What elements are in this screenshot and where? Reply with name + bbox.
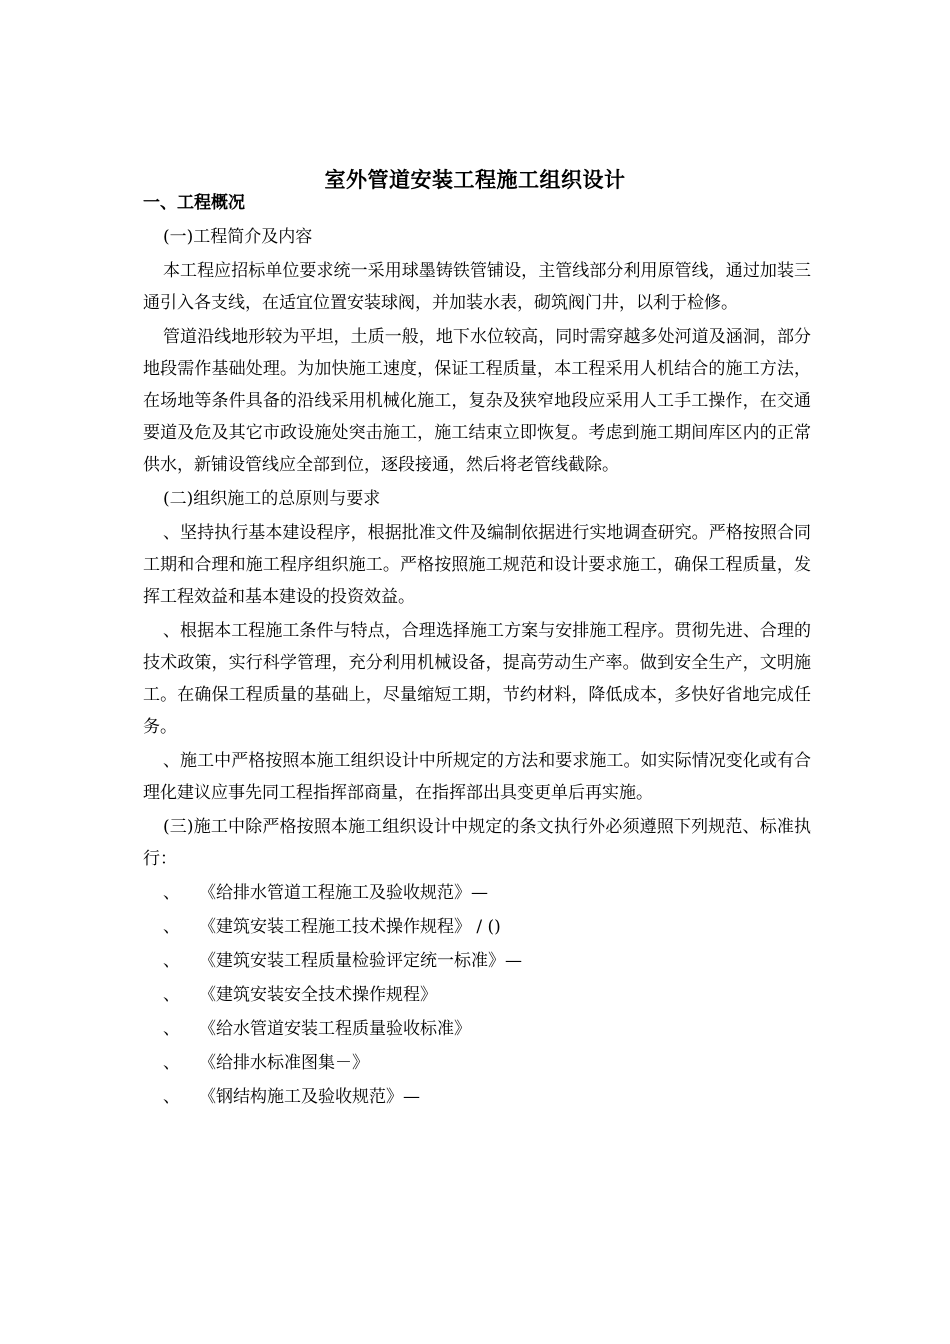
list-marker: 、 (163, 1053, 180, 1073)
standard-item (143, 1081, 811, 1113)
standard-item (143, 911, 811, 943)
standard-item (143, 979, 811, 1011)
standard-item (143, 945, 811, 977)
standard-item (143, 1047, 811, 1079)
list-marker: 、 (163, 917, 180, 937)
document-title: 室外管道安装工程施工组织设计 (324, 168, 626, 192)
standard-title: 《建筑安装安全技术操作规程》 (199, 985, 437, 1005)
standard-item (143, 1013, 811, 1045)
paragraph-intro-1: 本工程应招标单位要求统一采用球墨铸铁管铺设，主管线部分利用原管线，通过加装三通引入各支线，在适宜位置安装球阀，并加装水表，砌筑阀门井，以利于检修。 (143, 261, 811, 313)
subsection-heading-principles: (二)组织施工的总原则与要求 (163, 489, 381, 509)
list-marker: 、 (163, 951, 180, 971)
paragraph-intro-2: 管道沿线地形较为平坦，土质一般，地下水位较高，同时需穿越多处河道及涵洞，部分地段需作基础处理。为加快施工速度，保证工程质量，本工程采用人机结合的施工方法，在场地等条件具备的沿线采用机械化施工，复杂及狭窄地段应采用人工手工操作，在交通要道及危及其它市政设施处突击施工，施工结束立即恢复。考虑到施工期间库区内的正常供水，新铺设管线应全部到位，逐段接通，然后将老管线截除。 (143, 327, 811, 475)
standard-title: 《钢结构施工及验收规范》— (199, 1087, 420, 1107)
standard-title: 《建筑安装工程质量检验评定统一标准》— (199, 951, 522, 971)
list-marker: 、 (163, 985, 180, 1005)
list-marker: 、 (163, 883, 180, 903)
subsection-heading-intro: (一)工程简介及内容 (163, 227, 313, 247)
list-marker: 、 (163, 1019, 180, 1039)
section-heading-overview: 一、工程概况 (143, 193, 245, 213)
standard-title: 《建筑安装工程施工技术操作规程》 / () (199, 917, 501, 937)
standard-title: 《给排水标准图集－》 (199, 1053, 369, 1073)
paragraph-principle-2: 、根据本工程施工条件与特点，合理选择施工方案与安排施工程序。贯彻先进、合理的技术政策，实行科学管理，充分利用机械设备，提高劳动生产率。做到安全生产，文明施工。在确保工程质量的基础上，尽量缩短工期，节约材料，降低成本，多快好省地完成任务。 (143, 621, 811, 737)
standard-title: 《给水管道安装工程质量验收标准》 (199, 1019, 471, 1039)
paragraph-standards-intro: (三)施工中除严格按照本施工组织设计中规定的条文执行外必须遵照下列规范、标准执行： (143, 817, 811, 869)
paragraph-principle-3: 、施工中严格按照本施工组织设计中所规定的方法和要求施工。如实际情况变化或有合理化建议应事先同工程指挥部商量，在指挥部出具变更单后再实施。 (143, 751, 811, 803)
document-body (143, 187, 811, 1113)
standard-item (143, 877, 811, 909)
list-marker: 、 (163, 1087, 180, 1107)
standard-title: 《给排水管道工程施工及验收规范》— (199, 883, 488, 903)
paragraph-principle-1: 、坚持执行基本建设程序，根据批准文件及编制依据进行实地调查研究。严格按照合同工期和合理和施工程序组织施工。严格按照施工规范和设计要求施工，确保工程质量，发挥工程效益和基本建设的投资效益。 (143, 523, 811, 607)
